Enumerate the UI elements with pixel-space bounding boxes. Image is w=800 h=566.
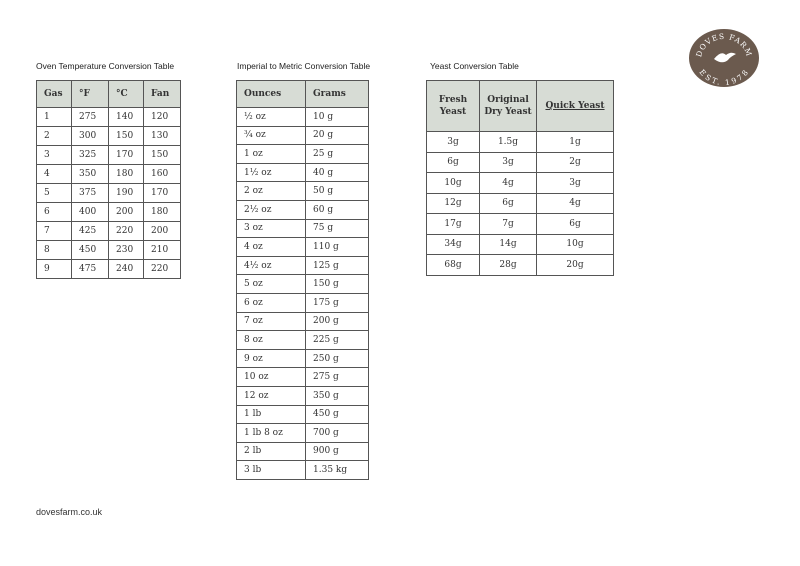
table-cell: 175 g	[306, 293, 369, 312]
table-cell: 300	[72, 127, 109, 146]
table-cell: 180	[109, 165, 144, 184]
table-header-row	[237, 81, 369, 108]
table-cell: 180	[144, 203, 181, 222]
oven-table-caption: Oven Temperature Conversion Table	[36, 61, 175, 71]
table-cell: 325	[72, 146, 109, 165]
table-cell: 9	[37, 260, 72, 279]
table-cell: 6g	[427, 152, 480, 173]
table-cell: 2g	[537, 152, 614, 173]
table-cell: 150	[144, 146, 181, 165]
table-row	[427, 132, 614, 153]
table-cell: 150	[109, 127, 144, 146]
table-cell: 1 lb 8 oz	[237, 424, 306, 443]
table-cell: 7g	[480, 214, 537, 235]
table-cell: 240	[109, 260, 144, 279]
table-cell: 230	[109, 241, 144, 260]
table-cell: 140	[109, 108, 144, 127]
column-header: °C	[109, 81, 144, 108]
table-cell: 450	[72, 241, 109, 260]
table-cell: 9 oz	[237, 349, 306, 368]
table-cell: 5	[37, 184, 72, 203]
table-cell: 6 oz	[237, 293, 306, 312]
table-row	[237, 256, 369, 275]
table-cell: 120	[144, 108, 181, 127]
table-cell: 190	[109, 184, 144, 203]
table-row	[237, 126, 369, 145]
table-row	[237, 145, 369, 164]
table-cell: 1g	[537, 132, 614, 153]
column-header: Quick Yeast	[537, 81, 614, 132]
table-cell: 110 g	[306, 238, 369, 257]
table-row	[37, 146, 181, 165]
table-row	[427, 255, 614, 276]
table-row	[237, 108, 369, 127]
table-cell: 160	[144, 165, 181, 184]
table-row	[237, 386, 369, 405]
table-cell: 475	[72, 260, 109, 279]
table-cell: 275 g	[306, 368, 369, 387]
table-cell: ½ oz	[237, 108, 306, 127]
table-row	[37, 127, 181, 146]
yeast-table-caption: Yeast Conversion Table	[430, 61, 519, 71]
table-cell: 2 lb	[237, 442, 306, 461]
table-cell: 6g	[480, 193, 537, 214]
table-cell: 34g	[427, 234, 480, 255]
table-cell: 350 g	[306, 386, 369, 405]
table-row	[237, 368, 369, 387]
table-cell: 10g	[537, 234, 614, 255]
table-cell: 5 oz	[237, 275, 306, 294]
table-row	[237, 238, 369, 257]
table-row	[37, 260, 181, 279]
table-cell: 400	[72, 203, 109, 222]
table-cell: 2½ oz	[237, 200, 306, 219]
table-cell: 210	[144, 241, 181, 260]
table-cell: 8 oz	[237, 331, 306, 350]
table-cell: 350	[72, 165, 109, 184]
logo-bottom-text: EST. 1978	[697, 67, 751, 87]
table-cell: 220	[109, 222, 144, 241]
table-cell: 3 lb	[237, 461, 306, 480]
table-cell: 10g	[427, 173, 480, 194]
table-cell: 4g	[480, 173, 537, 194]
table-header-row	[37, 81, 181, 108]
table-cell: 450 g	[306, 405, 369, 424]
table-row	[37, 165, 181, 184]
table-cell: 6	[37, 203, 72, 222]
doves-farm-logo	[688, 28, 760, 88]
table-cell: 150 g	[306, 275, 369, 294]
table-cell: 425	[72, 222, 109, 241]
table-row	[237, 293, 369, 312]
table-cell: 10 oz	[237, 368, 306, 387]
column-header: Original Dry Yeast	[480, 81, 537, 132]
table-cell: 7	[37, 222, 72, 241]
column-header: °F	[72, 81, 109, 108]
table-row	[237, 424, 369, 443]
table-row	[427, 152, 614, 173]
table-cell: 4g	[537, 193, 614, 214]
table-cell: ¾ oz	[237, 126, 306, 145]
table-cell: 2	[37, 127, 72, 146]
table-cell: 4	[37, 165, 72, 184]
table-row	[237, 405, 369, 424]
footer-website: dovesfarm.co.uk	[36, 507, 103, 517]
table-cell: 3	[37, 146, 72, 165]
table-row	[237, 182, 369, 201]
table-cell: 6g	[537, 214, 614, 235]
table-cell: 4½ oz	[237, 256, 306, 275]
table-cell: 17g	[427, 214, 480, 235]
table-cell: 900 g	[306, 442, 369, 461]
column-header: Gas	[37, 81, 72, 108]
table-cell: 28g	[480, 255, 537, 276]
table-cell: 50 g	[306, 182, 369, 201]
table-row	[427, 214, 614, 235]
table-row	[427, 193, 614, 214]
table-cell: 1½ oz	[237, 163, 306, 182]
table-row	[237, 312, 369, 331]
table-cell: 200 g	[306, 312, 369, 331]
table-cell: 700 g	[306, 424, 369, 443]
table-cell: 1 oz	[237, 145, 306, 164]
column-header: Ounces	[237, 81, 306, 108]
table-row	[237, 349, 369, 368]
table-cell: 225 g	[306, 331, 369, 350]
table-row	[237, 331, 369, 350]
table-cell: 75 g	[306, 219, 369, 238]
table-row	[37, 108, 181, 127]
table-cell: 170	[144, 184, 181, 203]
table-cell: 20g	[537, 255, 614, 276]
table-cell: 3g	[480, 152, 537, 173]
table-row	[37, 203, 181, 222]
table-cell: 2 oz	[237, 182, 306, 201]
table-cell: 12g	[427, 193, 480, 214]
table-cell: 3 oz	[237, 219, 306, 238]
table-cell: 25 g	[306, 145, 369, 164]
table-row	[237, 163, 369, 182]
table-cell: 1.5g	[480, 132, 537, 153]
table-row	[237, 442, 369, 461]
logo-top-text: DOVES FARM	[694, 31, 754, 59]
table-cell: 3g	[427, 132, 480, 153]
table-header-row	[427, 81, 614, 132]
table-cell: 3g	[537, 173, 614, 194]
table-cell: 170	[109, 146, 144, 165]
table-cell: 275	[72, 108, 109, 127]
table-row	[427, 234, 614, 255]
column-header: Fresh Yeast	[427, 81, 480, 132]
table-cell: 10 g	[306, 108, 369, 127]
table-row	[37, 222, 181, 241]
table-cell: 40 g	[306, 163, 369, 182]
table-cell: 1	[37, 108, 72, 127]
imperial-table-caption: Imperial to Metric Conversion Table	[237, 61, 371, 71]
table-cell: 200	[109, 203, 144, 222]
table-row	[237, 461, 369, 480]
column-header: Grams	[306, 81, 369, 108]
table-row	[427, 173, 614, 194]
table-cell: 200	[144, 222, 181, 241]
yeast-conversion-table	[426, 80, 614, 276]
table-row	[37, 241, 181, 260]
table-row	[237, 200, 369, 219]
table-cell: 12 oz	[237, 386, 306, 405]
table-cell: 1.35 kg	[306, 461, 369, 480]
table-row	[237, 275, 369, 294]
table-cell: 375	[72, 184, 109, 203]
table-cell: 130	[144, 127, 181, 146]
table-cell: 60 g	[306, 200, 369, 219]
table-row	[37, 184, 181, 203]
table-cell: 14g	[480, 234, 537, 255]
table-row	[237, 219, 369, 238]
table-cell: 68g	[427, 255, 480, 276]
oven-temperature-table	[36, 80, 181, 279]
imperial-metric-table	[236, 80, 369, 480]
table-cell: 20 g	[306, 126, 369, 145]
table-cell: 250 g	[306, 349, 369, 368]
table-cell: 220	[144, 260, 181, 279]
table-cell: 8	[37, 241, 72, 260]
table-cell: 4 oz	[237, 238, 306, 257]
table-cell: 1 lb	[237, 405, 306, 424]
table-cell: 125 g	[306, 256, 369, 275]
table-cell: 7 oz	[237, 312, 306, 331]
column-header: Fan	[144, 81, 181, 108]
